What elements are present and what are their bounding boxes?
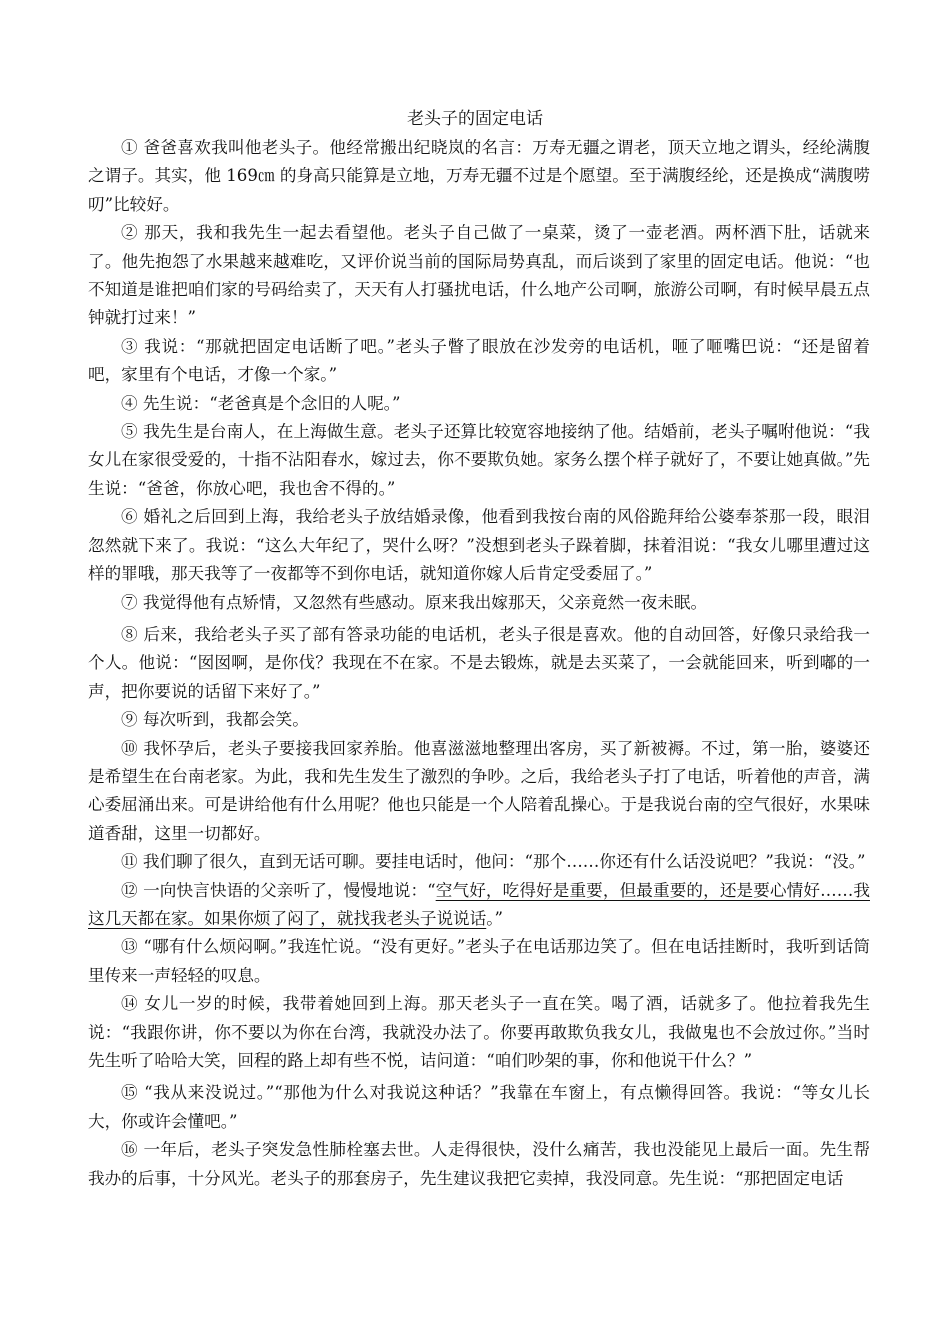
paragraph-6: ⑥ 婚礼之后回到上海，我给老头子放结婚录像，他看到我按台南的风俗跪拜给公婆奉茶那一段，眼泪忽然就下来了。我说：“这么大年纪了，哭什么呀？”没想到老头子跺着脚，抹着泪说：“我女儿哪里遭过这样的罪哦，那天我等了一夜都等不到你电话，就知道你嫁人后肯定受委屈了。” — [88, 507, 870, 584]
paragraph-11: ⑪ 我们聊了很久，直到无话可聊。要挂电话时，他问：“那个……你还有什么话没说吧？”我说：“没。” — [121, 852, 866, 872]
paragraph-13: ⑬ “哪有什么烦闷啊。”我连忙说。“没有更好。”老头子在电话那边笑了。但在电话挂断时，我听到话筒里传来一声轻轻的叹息。 — [88, 937, 870, 985]
paragraph-10: ⑩ 我怀孕后，老头子要接我回家养胎。他喜滋滋地整理出客房，买了新被褥。不过，第一胎，婆婆还是希望生在台南老家。为此，我和先生发生了激烈的争吵。之后，我给老头子打了电话，听着他的声音，满心委屈涌出来。可是讲给他有什么用呢？他也只能是一个人陪着乱操心。于是我说台南的空气很好，水果味道香甜，这里一切都好。 — [88, 738, 870, 843]
paragraph-12-underlined-quote: 空气好，吃得好是重要，但最重要的，还是要心情好……我这几天都在家。如果你烦了闷了，就找我老头子说说话 — [88, 880, 870, 928]
paragraph-15: ⑮ “我从来没说过。”“那他为什么对我说这种话？”我靠在车窗上，有点懒得回答。我说：“等女儿长大，你或许会懂吧。” — [88, 1083, 870, 1131]
paragraph-12 — [88, 877, 870, 934]
article-body — [88, 134, 870, 1193]
paragraph-7: ⑦ 我觉得他有点矫情，又忽然有些感动。原来我出嫁那天，父亲竟然一夜未眠。 — [121, 592, 708, 612]
paragraph-12-tail: 。” — [486, 908, 504, 928]
paragraph-9: ⑨ 每次听到，我都会笑。 — [121, 710, 309, 730]
paragraph-14: ⑭ 女儿一岁的时候，我带着她回到上海。那天老头子一直在笑。喝了酒，话就多了。他拉着我先生说：“我跟你讲，你不要以为你在台湾，我就没办法了。你要再敢欺负我女儿，我做鬼也不会放过你。”当时先生听了哈哈大笑，回程的路上却有些不悦，诘问道：“咱们吵架的事，你和他说干什么？” — [88, 994, 870, 1070]
paragraph-16: ⑯ 一年后，老头子突发急性肺栓塞去世。人走得很快，没什么痛苦，我也没能见上最后一面。先生帮我办的后事，十分风光。老头子的那套房子，先生建议我把它卖掉，我没同意。先生说：“那把固定电话 — [88, 1140, 870, 1188]
document-title: 老头子的固定电话 — [407, 109, 543, 129]
paragraph-4: ④ 先生说：“老爸真是个念旧的人呢。” — [121, 393, 401, 413]
paragraph-2: ② 那天，我和我先生一起去看望他。老头子自己做了一桌菜，烫了一壶老酒。两杯酒下肚，话就来了。他先抱怨了水果越来越难吃，又评价说当前的国际局势真乱，而后谈到了家里的固定电话。他说：“也不知道是谁把咱们家的号码给卖了，天天有人打骚扰电话，什么地产公司啊，旅游公司啊，有时候早晨五点钟就打过来！” — [88, 223, 870, 328]
paragraph-5: ⑤ 我先生是台南人，在上海做生意。老头子还算比较宽容地接纳了他。结婚前，老头子嘱咐他说：“我女儿在家很受爱的，十指不沾阳春水，嫁过去，你不要欺负她。家务么摆个样子就好了，不要让她真做。”先生说：“爸爸，你放心吧，我也舍不得的。” — [88, 422, 870, 498]
paragraph-3: ③ 我说：“那就把固定电话断了吧。”老头子瞥了眼放在沙发旁的电话机，咂了咂嘴巴说：“还是留着吧，家里有个电话，才像一个家。” — [88, 336, 870, 385]
paragraph-12-lead: ⑫ 一向快言快语的父亲听了，慢慢地说：“ — [121, 880, 436, 900]
paragraph-1: ① 爸爸喜欢我叫他老头子。他经常搬出纪晓岚的名言：万寿无疆之谓老，顶天立地之谓头，经纶满腹之谓子。其实，他 169㎝ 的身高只能算是立地，万寿无疆不过是个愿望。至于满腹经纶，还是换成“满腹唠叨”比较好。 — [88, 138, 870, 214]
paragraph-8: ⑧ 后来，我给老头子买了部有答录功能的电话机，老头子很是喜欢。他的自动回答，好像只录给我一个人。他说：“囡囡啊，是你伐？我现在不在家。不是去锻炼，就是去买菜了，一会就能回来，听到嘟的一声，把你要说的话留下来好了。” — [88, 624, 870, 701]
